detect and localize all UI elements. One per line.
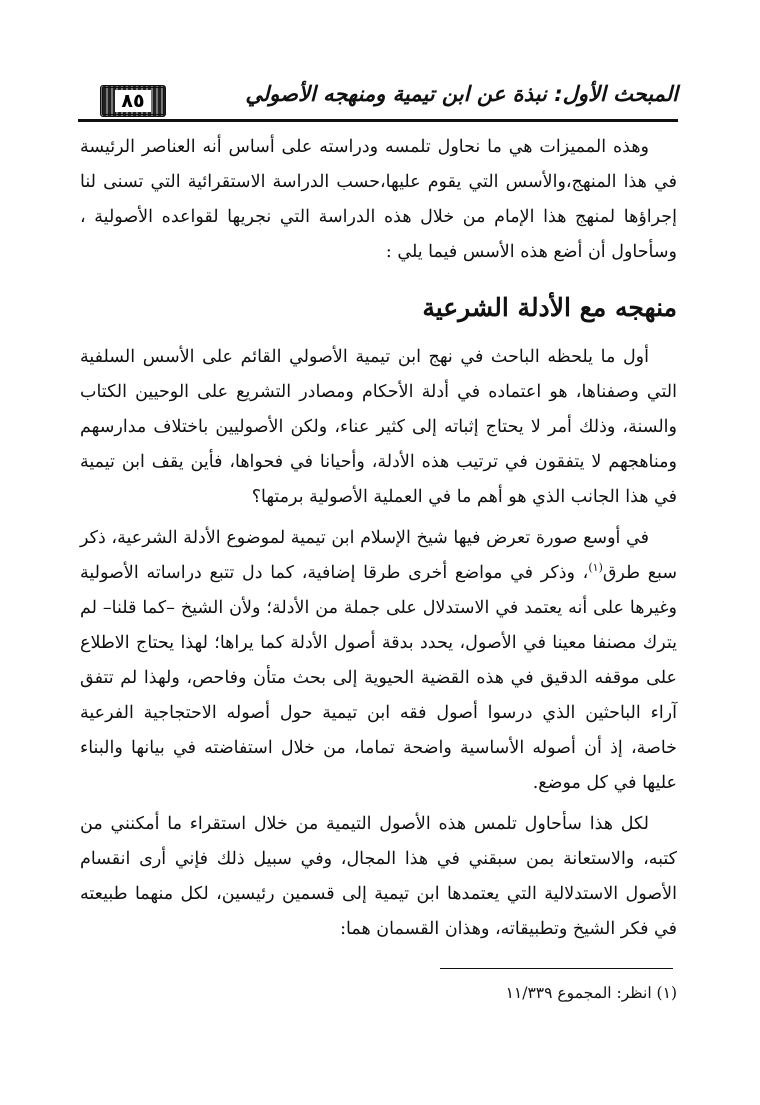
running-header [78, 80, 678, 122]
section-heading: منهجه مع الأدلة الشرعية [422, 293, 677, 322]
page-number-box [100, 85, 166, 117]
page-number: ٨٥ [115, 90, 150, 112]
footnote: (١) انظر: المجموع ١١/٣٣٩ [505, 984, 677, 1002]
footnote-divider [440, 968, 673, 969]
chapter-title: المبحث الأول: نبذة عن ابن تيمية ومنهجه الأصولي [245, 82, 678, 106]
paragraph-2: أول ما يلحظه الباحث في نهج ابن تيمية الأصولي القائم على الأسس السلفية التي وصفناها، هو اعتماده في أدلة الأحكام ومصادر التشريع على الوحيين الكتاب والسنة، وذلك أمر لا يحتاج إثباته إلى كثير عناء، ولكن الأصوليين باختلاف مدارسهم ومناهجهم لا يتفقون في ترتيب هذه الأدلة، وأحيانا في فحواها، فأين يقف ابن تيمية في هذا الجانب الذي هو أهم ما في العملية الأصولية برمتها؟ [80, 347, 677, 507]
intro-paragraph: وهذه المميزات هي ما نحاول تلمسه ودراسته على أساس أنه العناصر الرئيسة في هذا المنهج،والأسس التي يقوم عليها،حسب الدراسة الاستقرائية التي تسنى لنا إجراؤها لمنهج هذا الإمام من خلال هذه الدراسة التي نجريها لقواعده الأصولية ، وسأحاول أن أضع هذه الأسس فيما يلي : [80, 137, 677, 262]
footnote-marker: (١) [588, 561, 603, 575]
paragraph-3 [80, 521, 677, 801]
paragraph-3-start: في أوسع صورة تعرض فيها شيخ الإسلام ابن تيمية لموضوع الأدلة الشرعية، ذكر سبع طرق [80, 528, 677, 583]
header-divider [78, 119, 678, 122]
paragraph-4: لكل هذا سأحاول تلمس هذه الأصول التيمية من خلال استقراء ما أمكنني من كتبه، والاستعانة بمن سبقني في هذا المجال، وفي سبيل ذلك فإني أرى انقسام الأصول الاستدلالية التي يعتمدها ابن تيمية إلى قسمين رئيسين، لكل منهما طبيعته في فكر الشيخ وتطبيقاته، وهذان القسمان هما: [80, 814, 677, 939]
page-body [80, 130, 677, 947]
paragraph-3-rest: ، وذكر في مواضع أخرى طرقا إضافية، كما دل تتبع دراساته الأصولية وغيرها على أنه يعتمد في الاستدلال على جملة من الأدلة؛ ولأن الشيخ –كما قلنا– لم يترك مصنفا معينا في الأصول، يحدد بدقة أصول الأدلة كما يراها؛ لهذا يحتاج الاطلاع على موقفه الدقيق في هذه القضية الحيوية إلى بحث متأن وفاحص، ولهذا لم تتفق آراء الباحثين الذي درسوا أصول فقه ابن تيمية حول أصوله الاحتجاجية الفرعية خاصة، إذ أن أصوله الأساسية واضحة تماما، من خلال استفاضته في بيانها والبناء عليها في كل موضع. [80, 563, 677, 793]
